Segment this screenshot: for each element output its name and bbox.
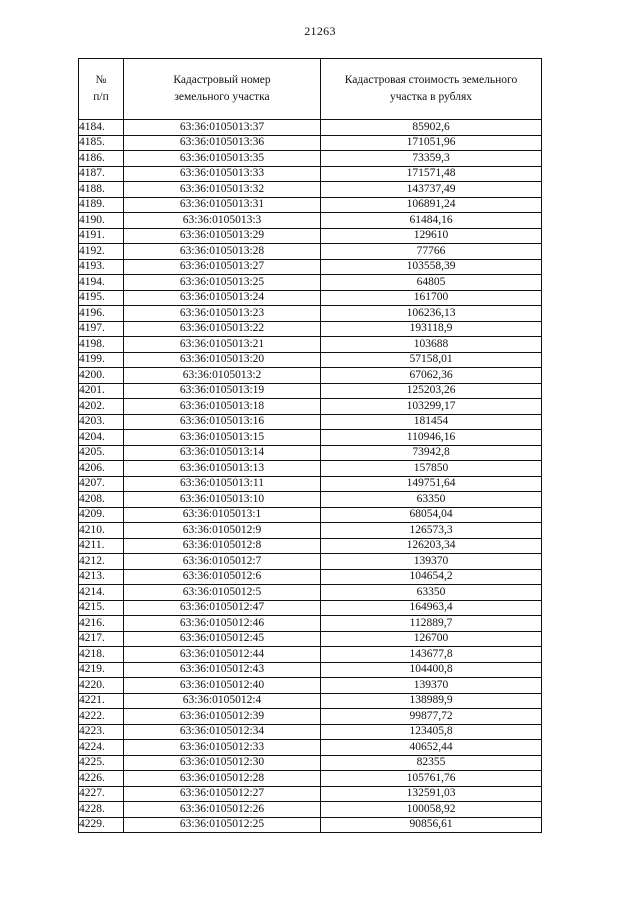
cadastral-number-cell: 63:36:0105012:39 [124,709,321,725]
cadastral-number-cell: 63:36:0105013:22 [124,321,321,337]
table-row [79,554,542,570]
row-number-cell: 4201. [79,383,124,399]
cadastral-value-cell: 90856,61 [321,817,542,833]
cadastral-number-cell: 63:36:0105013:20 [124,352,321,368]
row-number-cell: 4185. [79,135,124,151]
table-row [79,213,542,229]
table-row [79,275,542,291]
cadastral-value-cell: 99877,72 [321,709,542,725]
row-number-cell: 4203. [79,414,124,430]
table-row [79,678,542,694]
cadastral-value-cell: 126700 [321,631,542,647]
row-number-cell: 4225. [79,755,124,771]
header-value-line-1: Кадастровая стоимость земельного [344,74,518,87]
table-row [79,352,542,368]
table-row [79,337,542,353]
cadastral-number-cell: 63:36:0105013:33 [124,166,321,182]
cadastral-number-cell: 63:36:0105013:1 [124,507,321,523]
row-number-cell: 4218. [79,647,124,663]
table-row [79,786,542,802]
cadastral-number-cell: 63:36:0105013:18 [124,399,321,415]
header-number [79,59,124,120]
table-row [79,445,542,461]
table-row [79,740,542,756]
cadastral-value-cell: 104400,8 [321,662,542,678]
row-number-cell: 4215. [79,600,124,616]
table-row [79,585,542,601]
cadastral-value-cell: 104654,2 [321,569,542,585]
cadastral-number-cell: 63:36:0105012:43 [124,662,321,678]
row-number-cell: 4229. [79,817,124,833]
header-cadastral-value [321,59,542,120]
header-row [79,59,542,120]
cadastral-value-cell: 63350 [321,585,542,601]
row-number-cell: 4184. [79,120,124,136]
row-number-cell: 4205. [79,445,124,461]
cadastral-number-cell: 63:36:0105012:30 [124,755,321,771]
row-number-cell: 4217. [79,631,124,647]
table-row [79,197,542,213]
table-row [79,476,542,492]
table-row [79,693,542,709]
cadastral-number-cell: 63:36:0105012:7 [124,554,321,570]
cadastral-number-cell: 63:36:0105013:14 [124,445,321,461]
cadastral-number-cell: 63:36:0105013:25 [124,275,321,291]
cadastral-value-cell: 85902,6 [321,120,542,136]
cadastral-number-cell: 63:36:0105012:25 [124,817,321,833]
cadastral-value-cell: 181454 [321,414,542,430]
table-header [79,59,542,120]
cadastral-value-cell: 106236,13 [321,306,542,322]
table-row [79,135,542,151]
cadastral-number-cell: 63:36:0105012:9 [124,523,321,539]
cadastral-value-cell: 126203,34 [321,538,542,554]
row-number-cell: 4202. [79,399,124,415]
cadastral-value-cell: 143677,8 [321,647,542,663]
cadastral-number-cell: 63:36:0105013:13 [124,461,321,477]
cadastral-number-cell: 63:36:0105012:5 [124,585,321,601]
table-row [79,507,542,523]
header-number-line-2: п/п [93,91,109,103]
cadastral-number-cell: 63:36:0105013:28 [124,244,321,260]
cadastral-number-cell: 63:36:0105013:31 [124,197,321,213]
table-row [79,492,542,508]
row-number-cell: 4216. [79,616,124,632]
table-row [79,244,542,260]
table-row [79,306,542,322]
table-row [79,414,542,430]
table-row [79,399,542,415]
cadastral-number-cell: 63:36:0105012:26 [124,802,321,818]
table-row [79,120,542,136]
cadastral-number-cell: 63:36:0105013:36 [124,135,321,151]
cadastral-number-cell: 63:36:0105012:4 [124,693,321,709]
row-number-cell: 4219. [79,662,124,678]
row-number-cell: 4211. [79,538,124,554]
table-row [79,259,542,275]
cadastral-value-cell: 100058,92 [321,802,542,818]
table-row [79,817,542,833]
cadastral-value-cell: 110946,16 [321,430,542,446]
cadastral-number-cell: 63:36:0105013:11 [124,476,321,492]
cadastral-value-cell: 103558,39 [321,259,542,275]
row-number-cell: 4222. [79,709,124,725]
row-number-cell: 4189. [79,197,124,213]
table-row [79,771,542,787]
cadastral-value-table [78,58,542,833]
row-number-cell: 4195. [79,290,124,306]
header-number-line-1: № [95,74,107,87]
cadastral-value-cell: 132591,03 [321,786,542,802]
cadastral-number-cell: 63:36:0105013:10 [124,492,321,508]
cadastral-number-cell: 63:36:0105013:27 [124,259,321,275]
row-number-cell: 4208. [79,492,124,508]
row-number-cell: 4224. [79,740,124,756]
table-row [79,182,542,198]
table-row [79,166,542,182]
table-row [79,290,542,306]
row-number-cell: 4187. [79,166,124,182]
cadastral-number-cell: 63:36:0105012:47 [124,600,321,616]
row-number-cell: 4227. [79,786,124,802]
cadastral-number-cell: 63:36:0105013:24 [124,290,321,306]
cadastral-value-cell: 67062,36 [321,368,542,384]
table-row [79,321,542,337]
header-cadastral-line-2: земельного участка [174,91,270,103]
table-row [79,430,542,446]
page-number: 21263 [304,24,336,38]
cadastral-value-cell: 157850 [321,461,542,477]
row-number-cell: 4214. [79,585,124,601]
cadastral-number-cell: 63:36:0105012:44 [124,647,321,663]
cadastral-number-cell: 63:36:0105012:34 [124,724,321,740]
cadastral-number-cell: 63:36:0105013:3 [124,213,321,229]
row-number-cell: 4213. [79,569,124,585]
row-number-cell: 4186. [79,151,124,167]
cadastral-value-cell: 143737,49 [321,182,542,198]
table-row [79,368,542,384]
row-number-cell: 4193. [79,259,124,275]
table-row [79,616,542,632]
row-number-cell: 4210. [79,523,124,539]
cadastral-value-cell: 68054,04 [321,507,542,523]
row-number-cell: 4196. [79,306,124,322]
header-value-line-2: участка в рублях [389,91,472,103]
cadastral-value-cell: 57158,01 [321,352,542,368]
header-cadastral-line-1: Кадастровый номер [173,74,271,87]
cadastral-value-cell: 149751,64 [321,476,542,492]
row-number-cell: 4199. [79,352,124,368]
table-row [79,383,542,399]
cadastral-number-cell: 63:36:0105012:46 [124,616,321,632]
cadastral-number-cell: 63:36:0105013:35 [124,151,321,167]
cadastral-value-cell: 125203,26 [321,383,542,399]
table-row [79,709,542,725]
row-number-cell: 4188. [79,182,124,198]
row-number-cell: 4212. [79,554,124,570]
cadastral-number-cell: 63:36:0105013:29 [124,228,321,244]
row-number-cell: 4220. [79,678,124,694]
table-body [79,120,542,833]
cadastral-value-cell: 126573,3 [321,523,542,539]
cadastral-value-cell: 193118,9 [321,321,542,337]
cadastral-number-cell: 63:36:0105013:2 [124,368,321,384]
row-number-cell: 4204. [79,430,124,446]
cadastral-value-cell: 139370 [321,678,542,694]
row-number-cell: 4194. [79,275,124,291]
table-row [79,569,542,585]
row-number-cell: 4200. [79,368,124,384]
table-row [79,228,542,244]
cadastral-value-cell: 40652,44 [321,740,542,756]
cadastral-value-cell: 106891,24 [321,197,542,213]
row-number-cell: 4198. [79,337,124,353]
cadastral-number-cell: 63:36:0105012:33 [124,740,321,756]
row-number-cell: 4221. [79,693,124,709]
table-row [79,538,542,554]
row-number-cell: 4206. [79,461,124,477]
table-row [79,647,542,663]
cadastral-number-cell: 63:36:0105013:21 [124,337,321,353]
cadastral-value-cell: 63350 [321,492,542,508]
cadastral-value-cell: 164963,4 [321,600,542,616]
row-number-cell: 4191. [79,228,124,244]
cadastral-value-cell: 161700 [321,290,542,306]
cadastral-number-cell: 63:36:0105013:16 [124,414,321,430]
row-number-cell: 4190. [79,213,124,229]
cadastral-number-cell: 63:36:0105012:45 [124,631,321,647]
cadastral-value-cell: 171051,96 [321,135,542,151]
row-number-cell: 4192. [79,244,124,260]
cadastral-value-cell: 103299,17 [321,399,542,415]
cadastral-value-cell: 112889,7 [321,616,542,632]
table-row [79,461,542,477]
row-number-cell: 4228. [79,802,124,818]
cadastral-value-cell: 64805 [321,275,542,291]
cadastral-number-cell: 63:36:0105013:15 [124,430,321,446]
cadastral-value-cell: 77766 [321,244,542,260]
row-number-cell: 4207. [79,476,124,492]
cadastral-value-cell: 171571,48 [321,166,542,182]
cadastral-value-cell: 129610 [321,228,542,244]
table-row [79,662,542,678]
table-row [79,523,542,539]
cadastral-value-cell: 123405,8 [321,724,542,740]
table-row [79,631,542,647]
cadastral-value-cell: 138989,9 [321,693,542,709]
cadastral-number-cell: 63:36:0105013:32 [124,182,321,198]
cadastral-number-cell: 63:36:0105013:19 [124,383,321,399]
cadastral-number-cell: 63:36:0105012:28 [124,771,321,787]
table-row [79,802,542,818]
row-number-cell: 4226. [79,771,124,787]
cadastral-value-cell: 61484,16 [321,213,542,229]
table-row [79,755,542,771]
cadastral-value-cell: 105761,76 [321,771,542,787]
table-row [79,724,542,740]
cadastral-value-cell: 73359,3 [321,151,542,167]
row-number-cell: 4197. [79,321,124,337]
row-number-cell: 4209. [79,507,124,523]
cadastral-value-cell: 139370 [321,554,542,570]
table-row [79,151,542,167]
cadastral-number-cell: 63:36:0105012:8 [124,538,321,554]
row-number-cell: 4223. [79,724,124,740]
cadastral-value-cell: 82355 [321,755,542,771]
cadastral-value-cell: 73942,8 [321,445,542,461]
cadastral-number-cell: 63:36:0105012:40 [124,678,321,694]
header-cadastral-number [124,59,321,120]
cadastral-value-cell: 103688 [321,337,542,353]
cadastral-number-cell: 63:36:0105013:23 [124,306,321,322]
table-row [79,600,542,616]
cadastral-number-cell: 63:36:0105012:6 [124,569,321,585]
cadastral-number-cell: 63:36:0105013:37 [124,120,321,136]
cadastral-number-cell: 63:36:0105012:27 [124,786,321,802]
